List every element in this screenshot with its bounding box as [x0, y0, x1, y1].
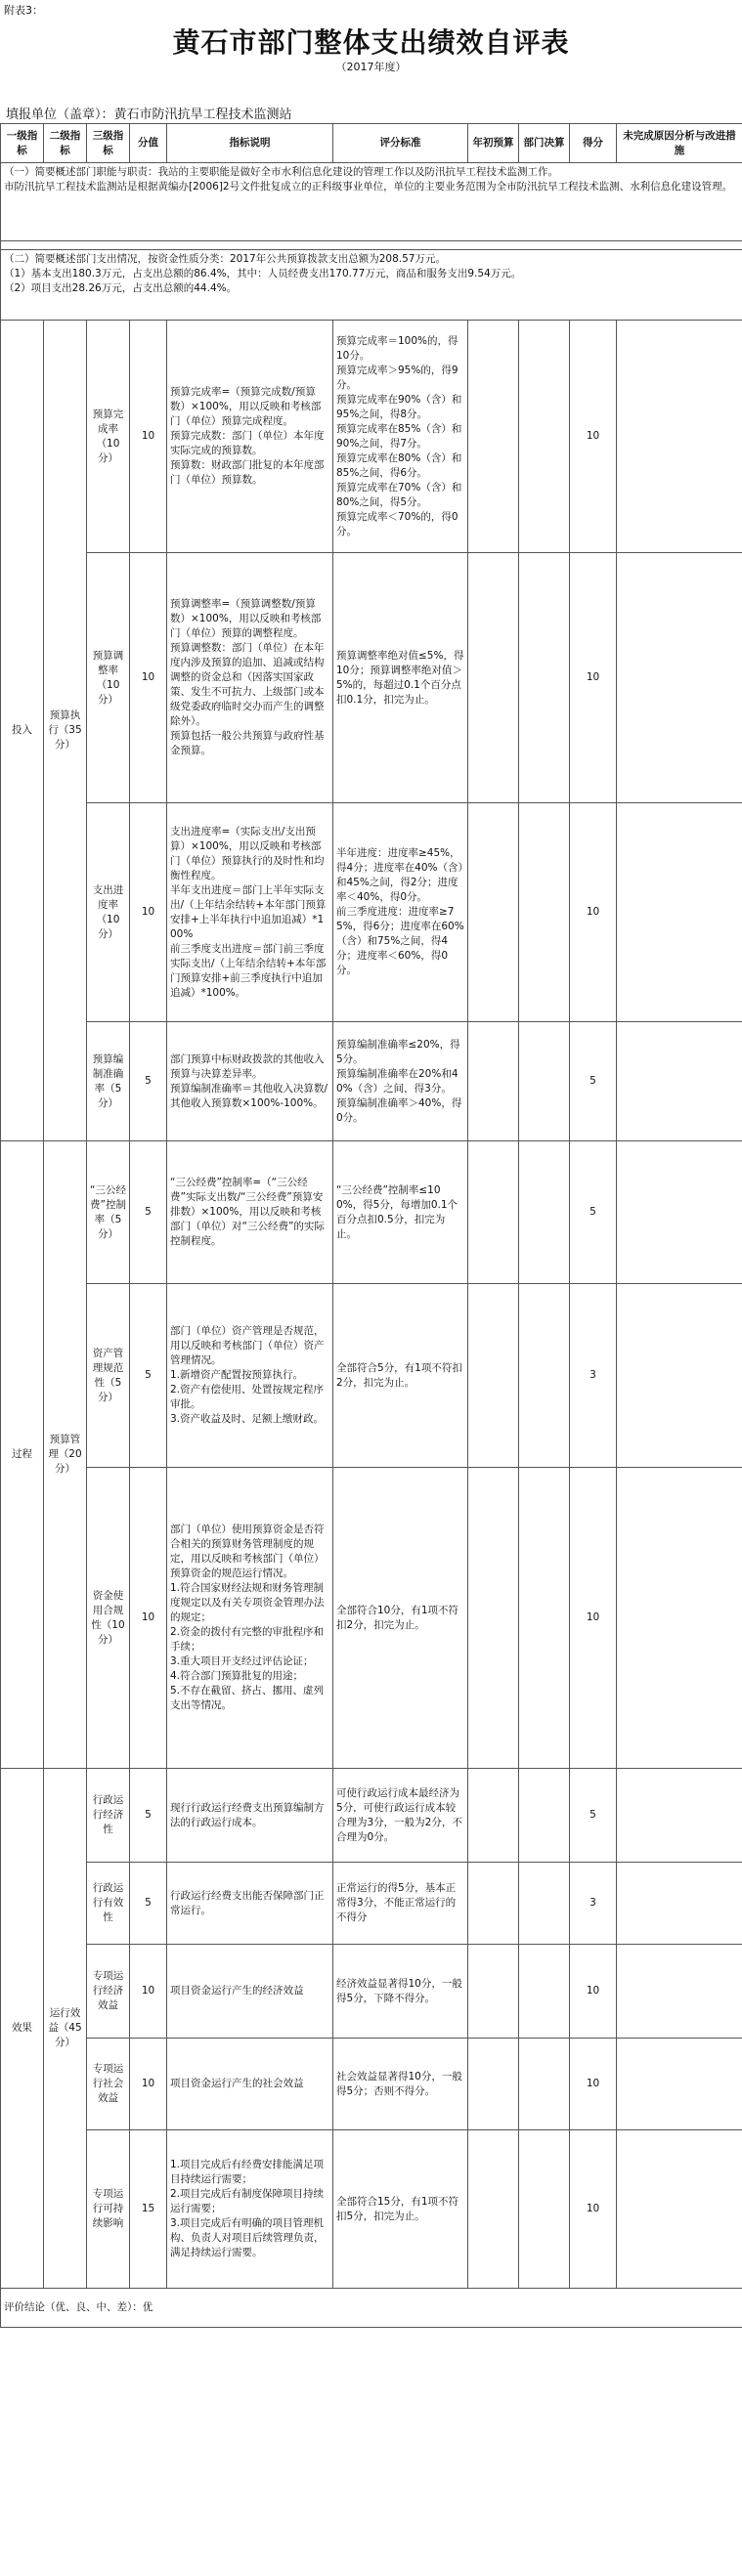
points-cell: 5 — [570, 1769, 617, 1863]
indicator-standard: 全部符合5分，有1项不符扣2分，扣完为止。 — [333, 1284, 468, 1468]
col-initial-budget: 年初预算 — [468, 124, 519, 163]
table-row — [1, 2130, 742, 2289]
table-row — [1, 321, 742, 553]
reason-cell — [617, 321, 742, 553]
final-accounts-cell — [519, 321, 570, 553]
indicator-score: 10 — [130, 803, 167, 1022]
indicator-name: 专项运行经济效益 — [87, 1945, 130, 2039]
reason-cell — [617, 553, 742, 803]
final-accounts-cell — [519, 553, 570, 803]
reason-cell — [617, 1284, 742, 1468]
points-cell: 5 — [570, 1141, 617, 1284]
indicator-standard: 社会效益显著得10分，一般得5分；否则不得分。 — [333, 2039, 468, 2130]
final-accounts-cell — [519, 2130, 570, 2289]
points-cell: 3 — [570, 1863, 617, 1945]
indicator-desc: 预算调整率=（预算调整数/预算数）×100%，用以反映和考核部门（单位）预算的调整程度。 预算调整数：部门（单位）在本年度内涉及预算的追加、追减或结构调整的资金总和（因落实国家政策、发生不可抗力、上级部门或本级党委政府临时交办而产生的调整除外）。 预算包括一般公共预算与政府性基金预算。 — [167, 553, 333, 803]
indicator-desc: 预算完成率=（预算完成数/预算数）×100%，用以反映和考核部门（单位）预算完成程度。 预算完成数：部门（单位）本年度实际完成的预算数。 预算数：财政部门批复的本年度部门（单位）预算数。 — [167, 321, 333, 553]
indicator-standard: 预算完成率＝100%的，得10分。 预算完成率＞95%的，得9分。 预算完成率在90%（含）和95%之间，得8分。 预算完成率在85%（含）和90%之间，得7分。 预算完成率在80%（含）和85%之间，得6分。 预算完成率在70%（含）和80%之间，得5分。 预算完成率＜70%的，得0分。 — [333, 321, 468, 553]
evaluation-conclusion: 评价结论（优、良、中、差）：优 — [1, 2289, 742, 2328]
initial-budget-cell — [468, 2039, 519, 2130]
overview-unit-info: 市防汛抗旱工程技术监测站是根据黄编办[2006]2号文件批复成立的正科级事业单位，单位的主要业务范围为全市防汛抗旱工程技术监测、水利信息化建设管理。 — [4, 181, 733, 193]
indicator-standard: 半年进度：进度率≥45%，得4分；进度率在40%（含）和45%之间，得2分；进度率＜40%，得0分。 前三季度进度：进度率≥75%，得6分；进度率在60%（含）和75%之间，得4分；进度率＜60%，得0分。 — [333, 803, 468, 1022]
indicator-standard: 全部符合10分，有1项不符扣2分，扣完为止。 — [333, 1468, 468, 1769]
overview-basic-expenditure: （1）基本支出180.3万元，占支出总额的86.4%，其中：人员经费支出170.77万元，商品和服务支出9.54万元。 — [4, 268, 522, 279]
col-description: 指标说明 — [167, 124, 333, 163]
indicator-name: 预算调整率（10分） — [87, 553, 130, 803]
table-row — [1, 1468, 742, 1769]
annex-label: 附表3： — [4, 4, 43, 17]
indicator-desc: 项目资金运行产生的社会效益 — [167, 2039, 333, 2130]
indicator-name: 支出进度率（10分） — [87, 803, 130, 1022]
indicator-name: 专项运行可持续影响 — [87, 2130, 130, 2289]
reason-cell — [617, 1769, 742, 1863]
indicator-standard: “三公经费”控制率≤100%，得5分，每增加0.1个百分点扣0.5分，扣完为止。 — [333, 1141, 468, 1284]
indicator-score: 5 — [130, 1769, 167, 1863]
overview-duties: （一）简要概述部门职能与职责：我站的主要职能是做好全市水利信息化建设的管理工作以及防汛抗旱工程技术监测工作。 — [4, 166, 558, 178]
final-accounts-cell — [519, 803, 570, 1022]
reason-cell — [617, 1141, 742, 1284]
indicator-name: “三公经费”控制率（5分） — [87, 1141, 130, 1284]
group-effect-sub: 运行效益（45分） — [44, 1769, 87, 2289]
group-process: 过程 — [1, 1141, 44, 1769]
final-accounts-cell — [519, 1141, 570, 1284]
final-accounts-cell — [519, 1468, 570, 1769]
indicator-standard: 经济效益显著得10分，一般得5分，下降不得分。 — [333, 1945, 468, 2039]
indicator-name: 行政运行经济性 — [87, 1769, 130, 1863]
indicator-desc: 部门预算中标财政拨款的其他收入预算与决算差异率。 预算编制准确率＝其他收入决算数/其他收入预算数×100%-100%。 — [167, 1022, 333, 1141]
final-accounts-cell — [519, 1284, 570, 1468]
points-cell: 10 — [570, 2130, 617, 2289]
col-reason: 未完成原因分析与改进措施 — [617, 124, 742, 163]
indicator-score: 5 — [130, 1022, 167, 1141]
initial-budget-cell — [468, 1022, 519, 1141]
col-level2: 二级指标 — [44, 124, 87, 163]
initial-budget-cell — [468, 1863, 519, 1945]
reason-cell — [617, 2039, 742, 2130]
reason-cell — [617, 1022, 742, 1141]
group-input: 投入 — [1, 321, 44, 1141]
reporting-unit: 填报单位（盖章）：黄石市防汛抗旱工程技术监测站 — [6, 107, 292, 122]
reason-cell — [617, 2130, 742, 2289]
indicator-desc: 现行行政运行经费支出预算编制方法的行政运行成本。 — [167, 1769, 333, 1863]
initial-budget-cell — [468, 553, 519, 803]
final-accounts-cell — [519, 1945, 570, 2039]
initial-budget-cell — [468, 321, 519, 553]
indicator-desc: 项目资金运行产生的经济效益 — [167, 1945, 333, 2039]
reason-cell — [617, 1945, 742, 2039]
table-row — [1, 803, 742, 1022]
group-process-sub: 预算管理（20分） — [44, 1141, 87, 1769]
points-cell: 10 — [570, 1945, 617, 2039]
col-final-accounts: 部门决算 — [519, 124, 570, 163]
indicator-standard: 预算调整率绝对值≤5%，得10分；预算调整率绝对值＞5%的，每超过0.1个百分点扣0.1分，扣完为止。 — [333, 553, 468, 803]
col-level1: 一级指标 — [1, 124, 44, 163]
indicator-desc: 行政运行经费支出能否保障部门正常运行。 — [167, 1863, 333, 1945]
initial-budget-cell — [468, 2130, 519, 2289]
initial-budget-cell — [468, 1468, 519, 1769]
table-row — [1, 1022, 742, 1141]
initial-budget-cell — [468, 1769, 519, 1863]
report-year: （2017年度） — [335, 61, 407, 73]
col-standard: 评分标准 — [333, 124, 468, 163]
overview-duties-row — [1, 163, 742, 241]
indicator-standard: 正常运行的得5分，基本正常得3分，不能正常运行的不得分 — [333, 1863, 468, 1945]
conclusion-row — [1, 2289, 742, 2328]
indicator-name: 预算完成率（10分） — [87, 321, 130, 553]
indicator-desc: 部门（单位）资产管理是否规范，用以反映和考核部门（单位）资产管理情况。 1.新增资产配置按预算执行。 2.资产有偿使用、处置按规定程序审批。 3.资产收益及时、足额上缴财政。 — [167, 1284, 333, 1468]
indicator-name: 预算编制准确率（5分） — [87, 1022, 130, 1141]
reason-cell — [617, 1863, 742, 1945]
indicator-desc: 部门（单位）使用预算资金是否符合相关的预算财务管理制度的规定，用以反映和考核部门（单位）预算资金的规范运行情况。 1.符合国家财经法规和财务管理制度规定以及有关专项资金管理办法的规定； 2.资金的拨付有完整的审批程序和手续； 3.重大项目开支经过评估论证； 4.符合部门预算批复的用途； 5.不存在截留、挤占、挪用、虚列支出等情况。 — [167, 1468, 333, 1769]
col-points: 得分 — [570, 124, 617, 163]
points-cell: 5 — [570, 1022, 617, 1141]
indicator-score: 10 — [130, 1468, 167, 1769]
final-accounts-cell — [519, 1863, 570, 1945]
points-cell: 3 — [570, 1284, 617, 1468]
final-accounts-cell — [519, 1769, 570, 1863]
evaluation-table — [0, 123, 742, 2328]
table-row — [1, 1863, 742, 1945]
indicator-score: 5 — [130, 1284, 167, 1468]
initial-budget-cell — [468, 803, 519, 1022]
points-cell: 10 — [570, 553, 617, 803]
header-row — [1, 124, 742, 163]
points-cell: 10 — [570, 803, 617, 1022]
overview-expenditure-row — [1, 250, 742, 321]
indicator-desc: 支出进度率=（实际支出/支出预算）×100%，用以反映和考核部门（单位）预算执行的及时性和均衡性程度。 半年支出进度＝部门上半年实际支出/（上年结余结转+本年部门预算安排+上半年执行中追加追减）*100% 前三季度支出进度＝部门前三季度实际支出/（上年结余结转+本年部门预算安排+前三季度执行中追加追减）*100%。 — [167, 803, 333, 1022]
indicator-desc: “三公经费”控制率=（“三公经费”实际支出数/“三公经费”预算安排数）×100%，用以反映和考核部门（单位）对“三公经费”的实际控制程度。 — [167, 1141, 333, 1284]
table-row — [1, 1945, 742, 2039]
points-cell: 10 — [570, 2039, 617, 2130]
group-input-sub: 预算执行（35分） — [44, 321, 87, 1141]
indicator-score: 15 — [130, 2130, 167, 2289]
indicator-score: 10 — [130, 1945, 167, 2039]
table-row — [1, 1769, 742, 1863]
indicator-name: 行政运行有效性 — [87, 1863, 130, 1945]
reason-cell — [617, 803, 742, 1022]
initial-budget-cell — [468, 1284, 519, 1468]
indicator-score: 5 — [130, 1863, 167, 1945]
final-accounts-cell — [519, 2039, 570, 2130]
indicator-score: 10 — [130, 321, 167, 553]
indicator-score: 10 — [130, 553, 167, 803]
overview-project-expenditure: （2）项目支出28.26万元，占支出总额的44.4%。 — [4, 282, 238, 294]
table-row — [1, 553, 742, 803]
initial-budget-cell — [468, 1945, 519, 2039]
page-title: 黄石市部门整体支出绩效自评表 — [172, 26, 570, 59]
initial-budget-cell — [468, 1141, 519, 1284]
indicator-standard: 可使行政运行成本最经济为5分，可使行政运行成本较合理为3分，一般为2分，不合理为0分。 — [333, 1769, 468, 1863]
points-cell: 10 — [570, 321, 617, 553]
group-effect: 效果 — [1, 1769, 44, 2289]
indicator-standard: 预算编制准确率≤20%，得5分。 预算编制准确率在20%和40%（含）之间，得3分。 预算编制准确率＞40%，得0分。 — [333, 1022, 468, 1141]
indicator-name: 资产管理规范性（5分） — [87, 1284, 130, 1468]
reason-cell — [617, 1468, 742, 1769]
table-row — [1, 1284, 742, 1468]
overview-expenditure: （二）简要概述部门支出情况，按资金性质分类：2017年公共预算拨款支出总额为208.57万元。 — [4, 253, 446, 265]
col-score: 分值 — [130, 124, 167, 163]
indicator-score: 5 — [130, 1141, 167, 1284]
table-row — [1, 1141, 742, 1284]
indicator-name: 专项运行社会效益 — [87, 2039, 130, 2130]
col-level3: 三级指标 — [87, 124, 130, 163]
points-cell: 10 — [570, 1468, 617, 1769]
indicator-score: 10 — [130, 2039, 167, 2130]
indicator-desc: 1.项目完成后有经费安排能满足项目持续运行需要； 2.项目完成后有制度保障项目持续运行需要； 3.项目完成后有明确的项目管理机构、负责人对项目后续管理负责，满足持续运行需要。 — [167, 2130, 333, 2289]
indicator-standard: 全部符合15分，有1项不符扣5分，扣完为止。 — [333, 2130, 468, 2289]
final-accounts-cell — [519, 1022, 570, 1141]
table-row — [1, 2039, 742, 2130]
indicator-name: 资金使用合规性（10分） — [87, 1468, 130, 1769]
